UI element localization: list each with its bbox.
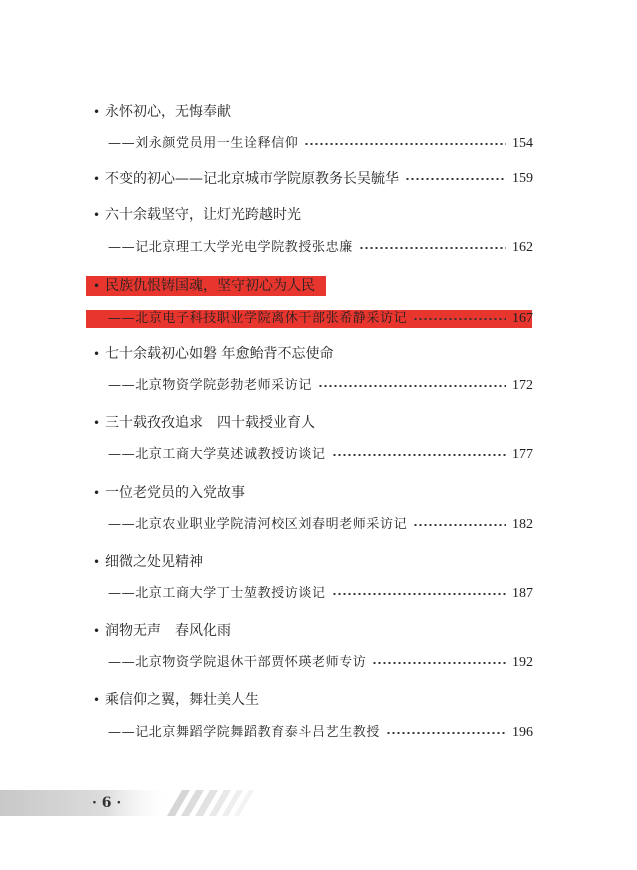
toc-entry-sub[interactable]: [108, 308, 533, 330]
entry-title: 不变的初心——记北京城市学院原教务长吴毓华: [105, 171, 399, 187]
toc-entry-title[interactable]: [93, 551, 203, 573]
bullet: •: [93, 693, 101, 707]
toc-entry-sub[interactable]: [108, 133, 533, 155]
entry-subtitle: ——北京农业职业学院清河校区刘春明老师采访记: [108, 517, 408, 532]
page-number: 182: [512, 517, 533, 532]
bullet: •: [93, 624, 101, 638]
page-number: 154: [512, 136, 533, 151]
toc-entry-sub[interactable]: [108, 722, 533, 744]
entry-subtitle: ——北京物资学院退休干部贾怀瑛老师专访: [108, 655, 367, 670]
entry-title: 乘信仰之翼，舞壮美人生: [105, 692, 259, 708]
toc-entry-title[interactable]: [93, 620, 231, 642]
entry-subtitle: ——北京工商大学莫述诚教授访谈记: [108, 447, 326, 462]
toc-entry-title[interactable]: [93, 101, 231, 123]
toc-entry-title[interactable]: [93, 275, 315, 297]
entry-subtitle: ——记北京舞蹈学院舞蹈教育泰斗吕艺生教授: [108, 725, 381, 740]
entry-subtitle: ——刘永颜党员用一生诠释信仰: [108, 136, 299, 151]
page-number: 192: [512, 655, 533, 670]
dot-leader: [372, 662, 506, 664]
page-number: 162: [512, 240, 533, 255]
footer-page-number: · 6 ·: [92, 795, 122, 811]
toc-entry-sub[interactable]: [108, 583, 533, 605]
bullet: •: [93, 347, 101, 361]
toc-entry-sub[interactable]: [108, 514, 533, 536]
toc-entry-title[interactable]: [93, 204, 301, 226]
dot-leader: [413, 318, 506, 320]
entry-title: 永怀初心，无悔奉献: [105, 104, 231, 120]
entry-subtitle: ——北京物资学院彭勃老师采访记: [108, 378, 313, 393]
entry-title: 六十余载坚守，让灯光跨越时光: [105, 207, 301, 223]
entry-title: 润物无声 春风化雨: [105, 623, 231, 639]
entry-subtitle: ——北京工商大学丁士堃教授访谈记: [108, 586, 326, 601]
bullet: •: [93, 105, 101, 119]
dot-leader: [386, 732, 506, 734]
page-number: 159: [512, 171, 533, 186]
bullet: •: [93, 172, 101, 186]
page-number: 167: [512, 311, 533, 326]
page-number: 187: [512, 586, 533, 601]
bullet: •: [93, 279, 101, 293]
toc-entry-title[interactable]: [93, 412, 315, 434]
entry-subtitle: ——记北京理工大学光电学院教授张忠廉: [108, 240, 353, 255]
bullet: •: [93, 555, 101, 569]
toc-entry-sub[interactable]: [108, 652, 533, 674]
entry-title: 七十余载初心如磐 年愈鲐背不忘使命: [105, 346, 334, 362]
dot-leader: [413, 524, 506, 526]
dot-leader: [359, 247, 506, 249]
entry-title: 一位老党员的入党故事: [105, 485, 245, 501]
toc-entry-sub[interactable]: [108, 375, 533, 397]
dot-leader: [318, 385, 506, 387]
entry-title: 三十载孜孜追求 四十载授业育人: [105, 415, 315, 431]
entry-subtitle: ——北京电子科技职业学院离休干部张希静采访记: [108, 311, 408, 326]
toc-entry-sub[interactable]: [108, 444, 533, 466]
bullet: •: [93, 486, 101, 500]
toc-entry-title[interactable]: [93, 168, 533, 190]
dot-leader: [332, 454, 506, 456]
toc-entry-title[interactable]: [93, 689, 259, 711]
dot-leader: [405, 178, 506, 180]
bullet: •: [93, 208, 101, 222]
dot-leader: [332, 593, 506, 595]
page-number: 177: [512, 447, 533, 462]
bullet: •: [93, 416, 101, 430]
dot-leader: [304, 143, 506, 145]
entry-title: 民族仇恨铸国魂，坚守初心为人民: [105, 278, 315, 294]
toc-entry-sub[interactable]: [108, 237, 533, 259]
toc-entry-title[interactable]: [93, 343, 333, 365]
page-number: 196: [512, 725, 533, 740]
page-number: 172: [512, 378, 533, 393]
entry-title: 细微之处见精神: [105, 554, 203, 570]
toc-entry-title[interactable]: [93, 482, 245, 504]
